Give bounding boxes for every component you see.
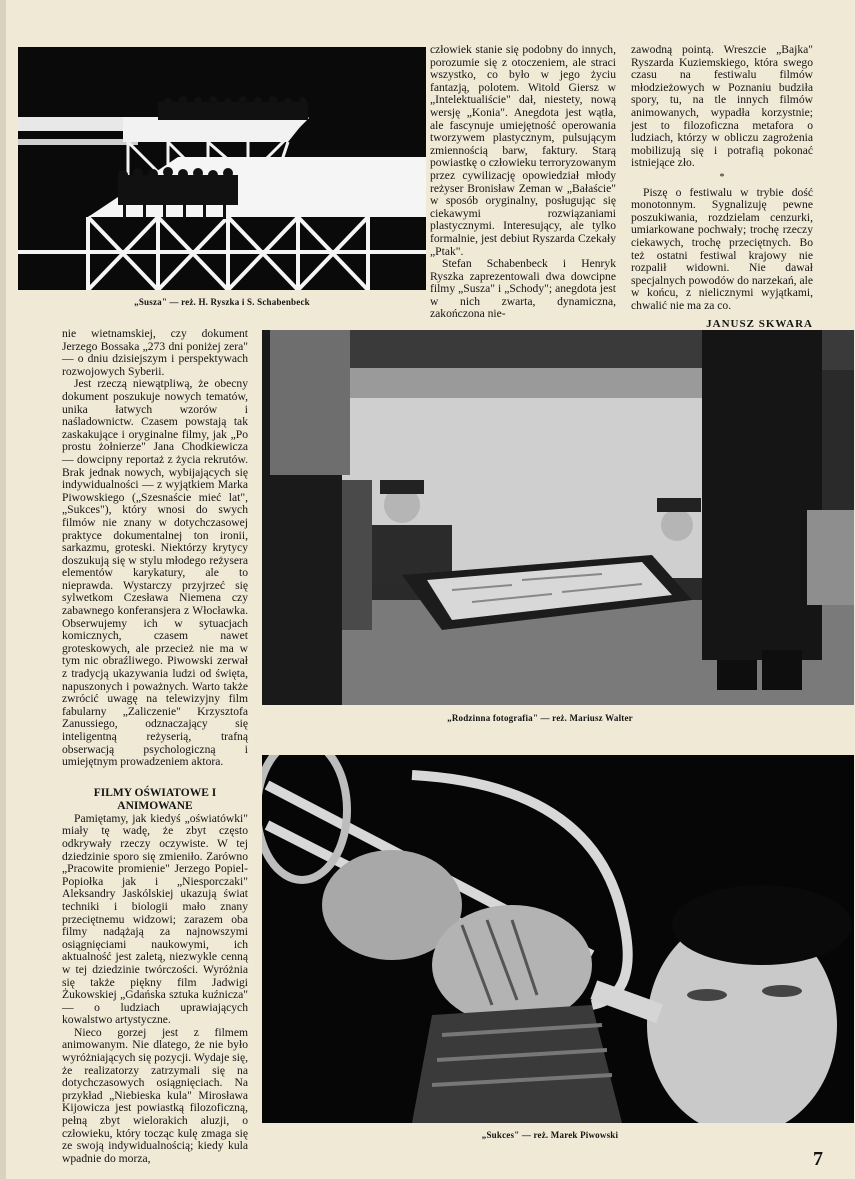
- paragraph: Stefan Schabenbeck i Henryk Ryszka zaprezentowali dwa dowcipne filmy „Susza" i „Schody"; anegdota jest w nich zwarta, dynamiczna, zakończona nie-: [430, 257, 616, 321]
- article-column-top-middle: [430, 44, 616, 321]
- paragraph: Jest rzeczą niewątpliwą, że obecny dokument poszukuje nowych tematów, unika łatwych wzorów i naśladownictw. Czasem powstają tak zaskakujące i oryginalne filmy, jak „Po prostu żołnierze" Jana Chodkiewicza — dowcipny reportaż z życia rekrutów. Brak jednak nowych, wybijających się indywidualności — z wyjątkiem Marka Piwowskiego („Szesnaście mieć lat", „Sukces"), który wnosi do swych filmów nie znany w dotychczasowej praktyce dokumentalnej ton ironii, sarkazmu, groteski. Niektórzy krytycy doszukują się w stylu młodego reżysera elementów karykatury, ale to nieprawda. Wystarczy przyjrzeć się sylwetkom Czesława Niemena czy zabawnego konferansjera z Włocławka. Obserwujemy ich w sytuacjach komicznych, czasem nawet groteskowych, ale przecież nie ma w tym nic obraźliwego. Piwowski zerwał z tradycją ukazywania ludzi od święta, napuszonych i poważnych. Warto także zwrócić uwagę na telewizyjny film fabularny „Zaliczenie" Krzysztofa Zanussiego, odznaczający się inteligentną reżyserią, trafną obserwacją psychologiczną i umiejętnym prowadzeniem aktora.: [62, 377, 248, 769]
- page-binding-edge: [0, 0, 6, 1179]
- sukces-illustration: [262, 755, 854, 1123]
- rodzinna-fotografia-illustration: [262, 330, 854, 705]
- section-separator-star: *: [719, 171, 725, 183]
- author-signature: JANUSZ SKWARA: [706, 318, 813, 331]
- section-heading: FILMY OŚWIATOWE I ANIMOWANE: [93, 786, 217, 812]
- sukces-caption: „Sukces" — reż. Marek Piwowski: [481, 1130, 619, 1140]
- paragraph: zawodną pointą. Wreszcie „Bajka" Ryszarda Kuziemskiego, która swego czasu na festiwalu filmów młodzieżowych w Poznaniu budziła spory, tu, na tle innych filmów animowanych, wypadła korzystnie; jest to filozoficzna metafora o ludziach, którzy w obliczu zagrożenia mobilizują się i potrafią pokonać istniejące zło.: [631, 43, 813, 170]
- susza-illustration: [18, 47, 426, 290]
- article-column-left: [62, 328, 248, 1165]
- rodzinna-fotografia-photo: [262, 330, 854, 705]
- rodzinna-fotografia-caption: „Rodzinna fotografia" — reż. Mariusz Walter: [447, 713, 633, 723]
- sukces-photo: [262, 755, 854, 1123]
- paragraph: Piszę o festiwalu w trybie dość monotonnym. Sygnalizuję pewne poszukiwania, rozdzielam cenzurki, umiarkowane pochwały; trochę rzeczy ciekawych, trochę przeciętnych. Bo też ostatni festiwal krajowy nie rozpalił widowni. Nie dawał specjalnych powodów do narzekań, ale w końcu, z nielicznymi wyjątkami, chwalić nie ma za co.: [631, 185, 813, 312]
- susza-caption: „Susza" — reż. H. Ryszka i S. Schabenbeck: [134, 297, 310, 307]
- paragraph: człowiek stanie się podobny do innych, porozumie się z otoczeniem, ale straci wszystko, co było w jego życiu fantazją, polotem. Witold Giersz w „Intelektualiście" dał, niestety, nową wersję „Konia". Anegdota jest wątła, ale fascynuje umiejętność operowania tworzywem plastycznym, pulsującym zmiennością barw, faktury. Starą powiastkę o człowieku terroryzowanym przez cywilizację opowiedział młody reżyser Bronisław Zeman w „Bałaście" w sposób oryginalny, posługując się ciekawymi rozwiązaniami plastycznymi. Interesujący, ale tylko formalnie, jest debiut Ryszarda Czekały „Ptak".: [430, 43, 616, 258]
- page-number: 7: [813, 1148, 823, 1170]
- paragraph: Nieco gorzej jest z filmem animowanym. Nie dlatego, że nie było wyróżniających się pozycji. Wydaje się, że realizatorzy zatrzymali się na dotychczasowych osiągnięciach. Na przykład „Niebieska kula" Mirosława Kijowicza jest powiastką filozoficzną, pełną zbyt wielorakich aluzji, o człowieku, który tocząc kulę zmaga się ze swoją indywidualnością; kiedy kula wpadnie do morza,: [62, 1025, 248, 1165]
- article-column-top-right: [631, 44, 813, 331]
- susza-photo: [18, 47, 426, 290]
- paragraph: Pamiętamy, jak kiedyś „oświatówki" miały tę wadę, że zbyt często odkrywały rzeczy oczywiste. W tej dziedzinie sporo się zmieniło. Zarówno „Pracowite promienie" Jerzego Popiel-Popiołka jak i „Niesporczaki" Aleksandry Jaskólskiej ukazują świat techniki i biologii mało znany przeciętnemu widzowi; zarazem oba filmy nadążają za najnowszymi osiągnięciami naukowymi, ich aktualność jest zaletą, niezwykle cenną w tej dziedzinie twórczości. Wyróżnia się także piękny film Jadwigi Żukowskiej „Gdańska sztuka kuźnicza" — o ludziach uprawiających kowalstwo artystyczne.: [62, 811, 248, 1027]
- paragraph: nie wietnamskiej, czy dokument Jerzego Bossaka „273 dni poniżej zera" — o dniu dzisiejszym i perspektywach rozwojowych Syberii.: [62, 327, 248, 378]
